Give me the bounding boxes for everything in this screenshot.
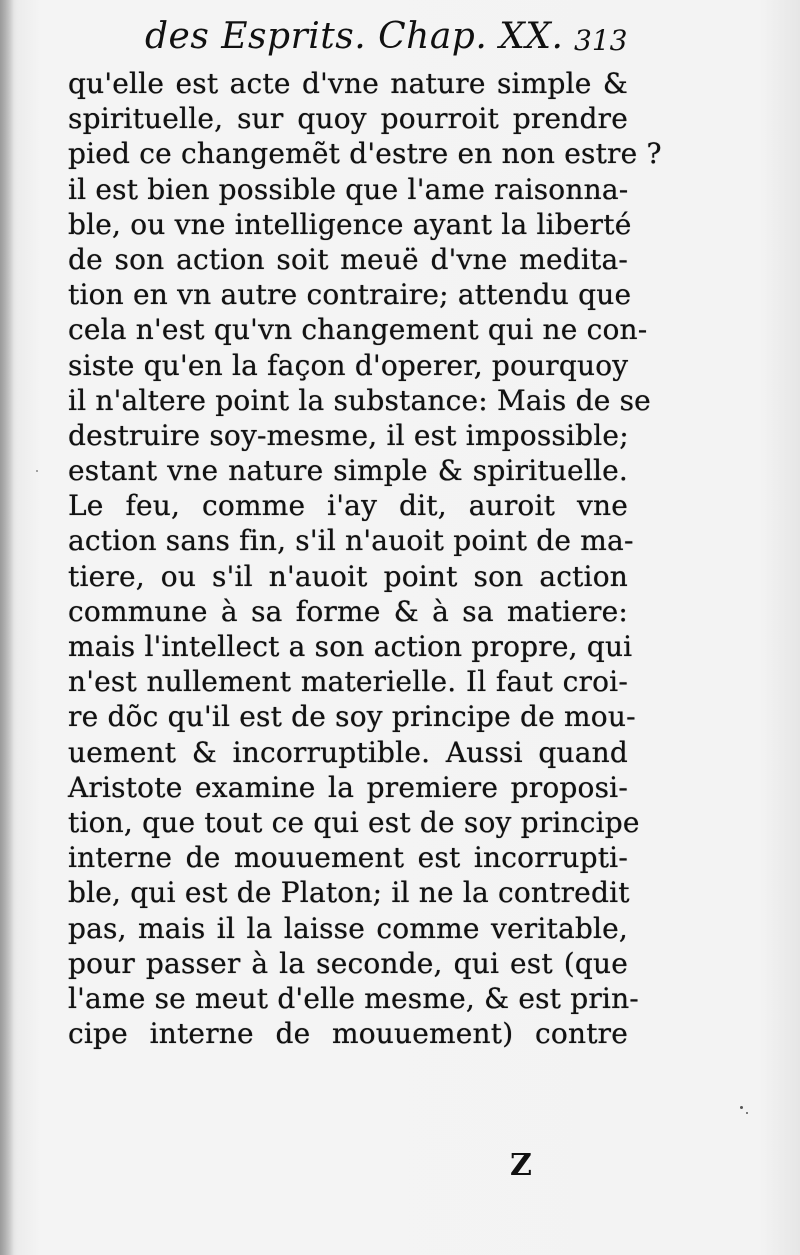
text-line: ble, ou vne intelligence ayant la liberté (68, 207, 632, 241)
text-line: Aristote examine la premiere proposi- (68, 770, 628, 804)
text-line: tion, que tout ce qui est de soy principe (68, 805, 640, 839)
binding-gutter-shadow (0, 0, 14, 1255)
ink-speck (36, 470, 38, 472)
text-line: ble, qui est de Platon; il ne la contredit (68, 876, 630, 910)
text-line: il n'altere point la substance: Mais de se (68, 383, 651, 417)
text-line: il est bien possible que l'ame raisonna- (68, 172, 629, 206)
ink-speck (740, 1106, 743, 1109)
text-line: pied ce changemẽt d'estre en non estre ? (68, 137, 662, 171)
page-header (0, 10, 800, 62)
text-line: pas, mais il la laisse comme veritable, (68, 911, 628, 945)
text-line: pour passer à la seconde, qui est (que (68, 946, 628, 980)
text-line: estant vne nature simple & spirituelle. (68, 454, 628, 488)
text-line: re dõc qu'il est de soy principe de mou- (68, 700, 636, 734)
text-line: siste qu'en la façon d'operer, pourquoy (68, 348, 629, 382)
text-line: cipe interne de mouuement) contre (68, 1017, 628, 1051)
text-line: commune à sa forme & à sa matiere: (68, 594, 628, 628)
text-line: destruire soy-mesme, il est impossible; (68, 418, 629, 452)
text-line: action sans fin, s'il n'auoit point de ma- (68, 524, 634, 558)
signature-mark: Z (510, 1148, 532, 1183)
text-line: uement & incorruptible. Aussi quand (68, 735, 628, 769)
ink-speck (746, 1112, 748, 1114)
text-line: l'ame se meut d'elle mesme, & est prin- (68, 981, 639, 1015)
text-line: tion en vn autre contraire; attendu que (68, 278, 632, 312)
text-line: Le feu, comme i'ay dit, auroit vne (68, 489, 628, 523)
body-text (68, 66, 662, 1051)
running-head: des Esprits. Chap. XX. (145, 16, 564, 57)
text-line: n'est nullement materielle. Il faut croi- (68, 665, 628, 699)
text-line: de son action soit meuë d'vne medita- (68, 242, 628, 276)
text-line: mais l'intellect a son action propre, qui (68, 630, 633, 663)
page-number: 313 (574, 24, 628, 57)
text-line: qu'elle est acte d'vne nature simple & (68, 67, 628, 100)
text-line: tiere, ou s'il n'auoit point son action (68, 559, 628, 593)
text-line: interne de mouuement est incorrupti- (68, 841, 628, 875)
text-line: cela n'est qu'vn changement qui ne con- (68, 313, 648, 347)
text-line: spirituelle, sur quoy pourroit prendre (68, 102, 628, 136)
